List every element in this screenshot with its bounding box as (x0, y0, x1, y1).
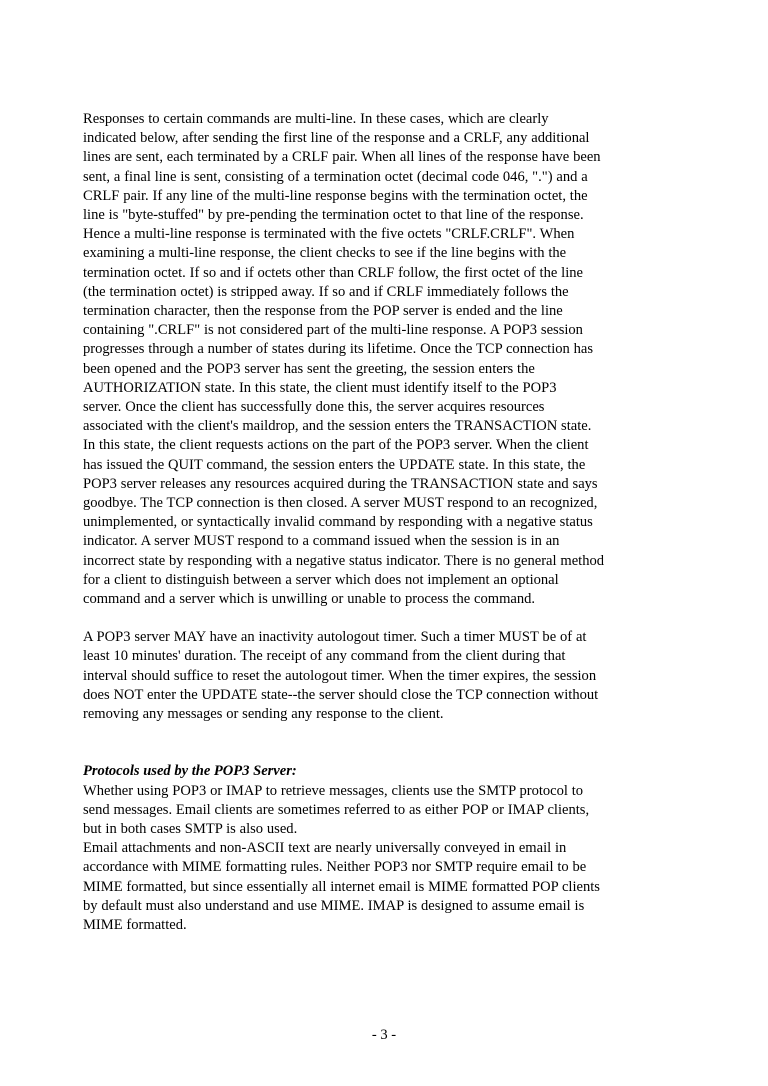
text-line: termination character, then the response from the POP server is ended and the line (83, 303, 563, 320)
text-line: server. Once the client has successfully done this, the server acquires resources (83, 399, 545, 416)
paragraph-multiline-responses (83, 110, 691, 609)
paragraph-autologout-timer (83, 628, 691, 724)
text-line: interval should suffice to reset the autologout timer. When the timer expires, the session (83, 667, 597, 684)
text-line: has issued the QUIT command, the session enters the UPDATE state. In this state, the (83, 456, 586, 473)
text-line: by default must also understand and use MIME. IMAP is designed to assume email is (83, 897, 585, 914)
text-line: for a client to distinguish between a server which does not implement an optional (83, 571, 559, 588)
text-line: A POP3 server MAY have an inactivity autologout timer. Such a timer MUST be of at (83, 629, 587, 646)
text-line: associated with the client's maildrop, and the session enters the TRANSACTION state. (83, 418, 592, 435)
text-line: CRLF pair. If any line of the multi-line response begins with the termination octet, the (83, 187, 588, 204)
text-line: incorrect state by responding with a negative status indicator. There is no general method (83, 552, 605, 569)
text-line: examining a multi-line response, the client checks to see if the line begins with the (83, 245, 567, 262)
document-page (83, 110, 691, 935)
text-line: accordance with MIME formatting rules. Neither POP3 nor SMTP require email to be (83, 859, 587, 876)
text-line: but in both cases SMTP is also used. (83, 820, 298, 837)
section-spacer (83, 724, 691, 762)
text-line: least 10 minutes' duration. The receipt of any command from the client during that (83, 648, 566, 665)
section-heading: Protocols used by the POP3 Server: (83, 763, 297, 780)
text-line: lines are sent, each terminated by a CRLF pair. When all lines of the response have been (83, 149, 601, 166)
text-line: sent, a final line is sent, consisting of a termination octet (decimal code 046, ".") and a (83, 168, 588, 185)
text-line: POP3 server releases any resources acquired during the TRANSACTION state and says (83, 475, 598, 492)
text-line: Responses to certain commands are multi-line. In these cases, which are clearly (83, 111, 549, 127)
text-line: command and a server which is unwilling or unable to process the command. (83, 591, 536, 608)
text-line: Whether using POP3 or IMAP to retrieve messages, clients use the SMTP protocol to (83, 782, 584, 799)
page-number: - 3 - (371, 1027, 397, 1043)
text-line: In this state, the client requests actions on the part of the POP3 server. When the client (83, 437, 589, 454)
text-line: containing ".CRLF" is not considered part of the multi-line response. A POP3 session (83, 322, 583, 339)
text-line: (the termination octet) is stripped away. If so and if CRLF immediately follows the (83, 283, 569, 300)
text-line: unimplemented, or syntactically invalid command by responding with a negative status (83, 514, 593, 531)
paragraph-spacer (83, 609, 691, 628)
text-line: indicator. A server MUST respond to a command issued when the session is in an (83, 533, 560, 550)
text-line: removing any messages or sending any response to the client. (83, 706, 444, 723)
text-line: progresses through a number of states during its lifetime. Once the TCP connection has (83, 341, 594, 358)
text-line: line is "byte-stuffed" by pre-pending the termination octet to that line of the response. (83, 207, 584, 224)
text-line: send messages. Email clients are sometimes referred to as either POP or IMAP clients, (83, 801, 590, 818)
paragraph-protocols (83, 782, 691, 936)
text-line: MIME formatted, but since essentially all internet email is MIME formatted POP clients (83, 878, 600, 895)
text-line: AUTHORIZATION state. In this state, the client must identify itself to the POP3 (83, 379, 557, 396)
text-line: goodbye. The TCP connection is then closed. A server MUST respond to an recognized, (83, 495, 598, 512)
text-line: been opened and the POP3 server has sent the greeting, the session enters the (83, 360, 535, 377)
text-line: Hence a multi-line response is terminated with the five octets "CRLF.CRLF". When (83, 226, 575, 243)
text-line: indicated below, after sending the first line of the response and a CRLF, any additional (83, 130, 590, 147)
text-line: Email attachments and non-ASCII text are nearly universally conveyed in email in (83, 840, 567, 857)
text-line: MIME formatted. (83, 916, 187, 933)
text-line: does NOT enter the UPDATE state--the server should close the TCP connection without (83, 686, 599, 703)
text-line: termination octet. If so and if octets other than CRLF follow, the first octet of the line (83, 264, 583, 281)
